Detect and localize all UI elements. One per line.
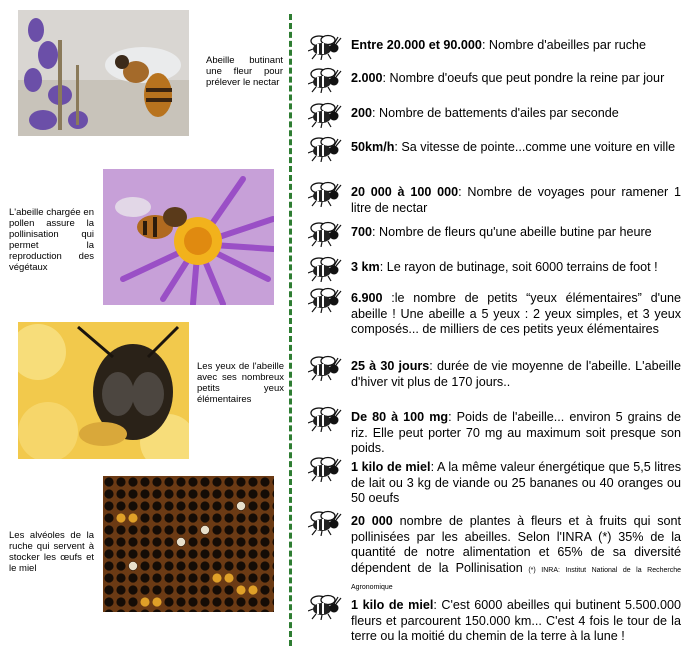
photo-bee-aster: [103, 169, 274, 305]
bee-icon: [308, 355, 342, 381]
bee-icon: [308, 136, 342, 162]
caption-eyes: Les yeux de l'abeille avec ses nombreux petits yeux élémentaires: [197, 361, 284, 405]
inra-footnote: (*) INRA: Institut National de la Recherche Agronomique: [351, 566, 681, 591]
photo-bee-lavender: [18, 10, 189, 136]
caption-honeycomb: Les alvéoles de la ruche qui servent à stocker les œufs et le miel: [9, 530, 94, 574]
green-dashed-divider: [289, 14, 292, 646]
bee-icon: [308, 102, 342, 128]
bee-icon: [308, 287, 342, 313]
bee-icon: [308, 256, 342, 282]
bee-icon: [308, 510, 342, 536]
photo-bee-eyes: [18, 322, 189, 459]
bee-icon: [308, 456, 342, 482]
bee-icon: [308, 67, 342, 93]
caption-pollen: L'abeille chargée en pollen assure la pollinisation qui permet la reproduction des végétaux: [9, 207, 94, 273]
caption-bee-lavender: Abeille butinant une fleur pour prélever le nectar: [206, 55, 283, 88]
bee-icon: [308, 406, 342, 432]
photo-honeycomb: [103, 476, 274, 612]
bee-icon: [308, 34, 342, 60]
bee-icon: [308, 221, 342, 247]
bee-icon: [308, 181, 342, 207]
bee-icon: [308, 594, 342, 620]
